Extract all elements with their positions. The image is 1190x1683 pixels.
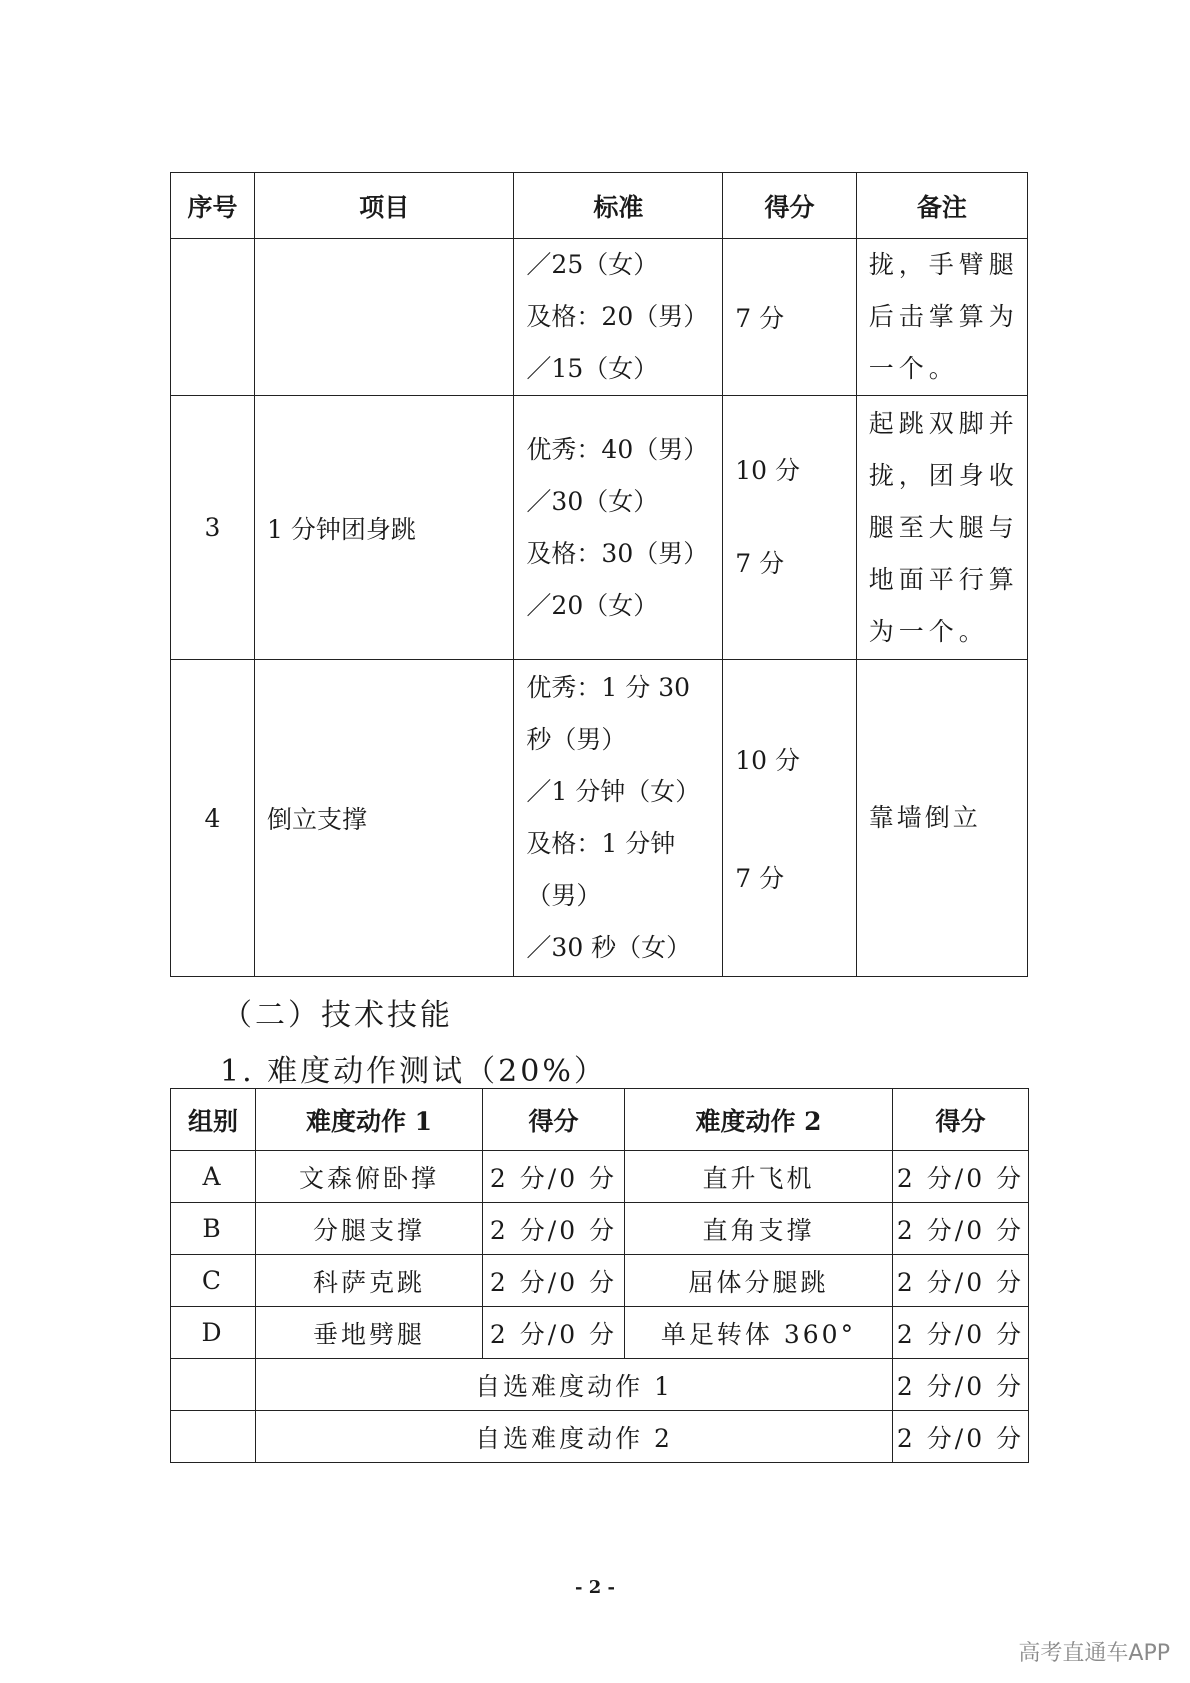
score-2-cell: 2 分/0 分 xyxy=(893,1359,1029,1411)
note-line: 起跳双脚并 xyxy=(868,408,1019,438)
row-score xyxy=(723,396,857,660)
row-score: 7 分 xyxy=(723,239,857,396)
standard-line: ／15（女） xyxy=(526,354,659,383)
table-header-row xyxy=(171,1089,1029,1151)
header-score-2: 得分 xyxy=(893,1089,1029,1151)
page-number: - 2 - xyxy=(575,1577,615,1598)
table-row xyxy=(171,1255,1029,1307)
score-pass: 7 分 xyxy=(735,549,785,579)
table-row xyxy=(171,396,1028,660)
note-line: 地面平行算 xyxy=(868,564,1019,594)
optional-move-cell: 自选难度动作 1 xyxy=(256,1359,893,1411)
standard-line: ／1 分钟（女） xyxy=(526,777,701,806)
move-1-cell: 文森俯卧撑 xyxy=(256,1151,483,1203)
score-1-cell: 2 分/0 分 xyxy=(483,1255,625,1307)
standard-line: 秒（男） xyxy=(526,725,627,754)
difficulty-test-table xyxy=(170,1088,1029,1463)
score-2-cell: 2 分/0 分 xyxy=(893,1203,1029,1255)
section-heading: （二）技术技能 xyxy=(222,998,453,1033)
header-move-1: 难度动作 1 xyxy=(256,1089,483,1151)
note-line: 后击掌算为 xyxy=(868,302,1019,331)
move-2-cell: 直升飞机 xyxy=(625,1151,893,1203)
standard-line: 及格：30（男） xyxy=(526,538,709,568)
watermark-text: 高考直通车APP xyxy=(1018,1641,1170,1666)
standard-line: 优秀：40（男） xyxy=(526,434,709,464)
row-index: 3 xyxy=(171,396,255,660)
header-item: 项目 xyxy=(254,173,513,239)
standard-line: 优秀：1 分 30 xyxy=(526,673,691,702)
note-line: 拢，团身收 xyxy=(868,460,1019,490)
table-row xyxy=(171,239,1028,396)
table-row xyxy=(171,660,1028,977)
standard-line: （男） xyxy=(526,881,602,910)
fitness-test-table xyxy=(170,172,1028,977)
row-standard xyxy=(514,239,723,396)
score-1-cell: 2 分/0 分 xyxy=(483,1307,625,1359)
score-1-cell: 2 分/0 分 xyxy=(483,1203,625,1255)
score-excellent: 10 分 xyxy=(735,455,801,485)
move-1-cell: 分腿支撑 xyxy=(256,1203,483,1255)
score-excellent: 10 分 xyxy=(735,746,801,775)
move-1-cell: 科萨克跳 xyxy=(256,1255,483,1307)
move-2-cell: 屈体分腿跳 xyxy=(625,1255,893,1307)
row-note: 靠墙倒立 xyxy=(856,660,1027,977)
score-pass: 7 分 xyxy=(735,864,785,893)
subsection-heading: 1. 难度动作测试（20%） xyxy=(220,1054,607,1089)
note-line: 腿至大腿与 xyxy=(868,512,1019,542)
move-1-cell: 垂地劈腿 xyxy=(256,1307,483,1359)
table-row xyxy=(171,1151,1029,1203)
standard-line: ／30 秒（女） xyxy=(526,933,692,962)
table-header-row xyxy=(171,173,1028,239)
group-cell: C xyxy=(171,1255,256,1307)
group-cell: A xyxy=(171,1151,256,1203)
score-1-cell: 2 分/0 分 xyxy=(483,1151,625,1203)
row-note xyxy=(856,239,1027,396)
table-row xyxy=(171,1359,1029,1411)
standard-line: ／30（女） xyxy=(526,486,659,516)
move-2-cell: 单足转体 360° xyxy=(625,1307,893,1359)
table-row xyxy=(171,1307,1029,1359)
score-2-cell: 2 分/0 分 xyxy=(893,1255,1029,1307)
optional-move-cell: 自选难度动作 2 xyxy=(256,1411,893,1463)
score-2-cell: 2 分/0 分 xyxy=(893,1307,1029,1359)
header-group: 组别 xyxy=(171,1089,256,1151)
standard-line: ／25（女） xyxy=(526,250,659,279)
row-index: 4 xyxy=(171,660,255,977)
header-index: 序号 xyxy=(171,173,255,239)
row-note xyxy=(856,396,1027,660)
note-line: 为一个。 xyxy=(868,616,989,646)
standard-line: ／20（女） xyxy=(526,590,659,620)
group-cell xyxy=(171,1359,256,1411)
header-move-2: 难度动作 2 xyxy=(625,1089,893,1151)
row-standard xyxy=(514,396,723,660)
table-row xyxy=(171,1411,1029,1463)
row-standard xyxy=(514,660,723,977)
header-note: 备注 xyxy=(856,173,1027,239)
header-score-1: 得分 xyxy=(483,1089,625,1151)
move-2-cell: 直角支撑 xyxy=(625,1203,893,1255)
group-cell: D xyxy=(171,1307,256,1359)
row-item xyxy=(254,239,513,396)
note-line: 拢，手臂腿 xyxy=(868,250,1019,279)
table-row xyxy=(171,1203,1029,1255)
header-score: 得分 xyxy=(723,173,857,239)
score-2-cell: 2 分/0 分 xyxy=(893,1151,1029,1203)
row-item: 倒立支撑 xyxy=(254,660,513,977)
standard-line: 及格：20（男） xyxy=(526,302,709,331)
score-2-cell: 2 分/0 分 xyxy=(893,1411,1029,1463)
row-item: 1 分钟团身跳 xyxy=(254,396,513,660)
header-standard: 标准 xyxy=(514,173,723,239)
row-score xyxy=(723,660,857,977)
standard-line: 及格：1 分钟 xyxy=(526,829,676,858)
row-index xyxy=(171,239,255,396)
group-cell: B xyxy=(171,1203,256,1255)
group-cell xyxy=(171,1411,256,1463)
note-line: 一个。 xyxy=(868,354,959,383)
